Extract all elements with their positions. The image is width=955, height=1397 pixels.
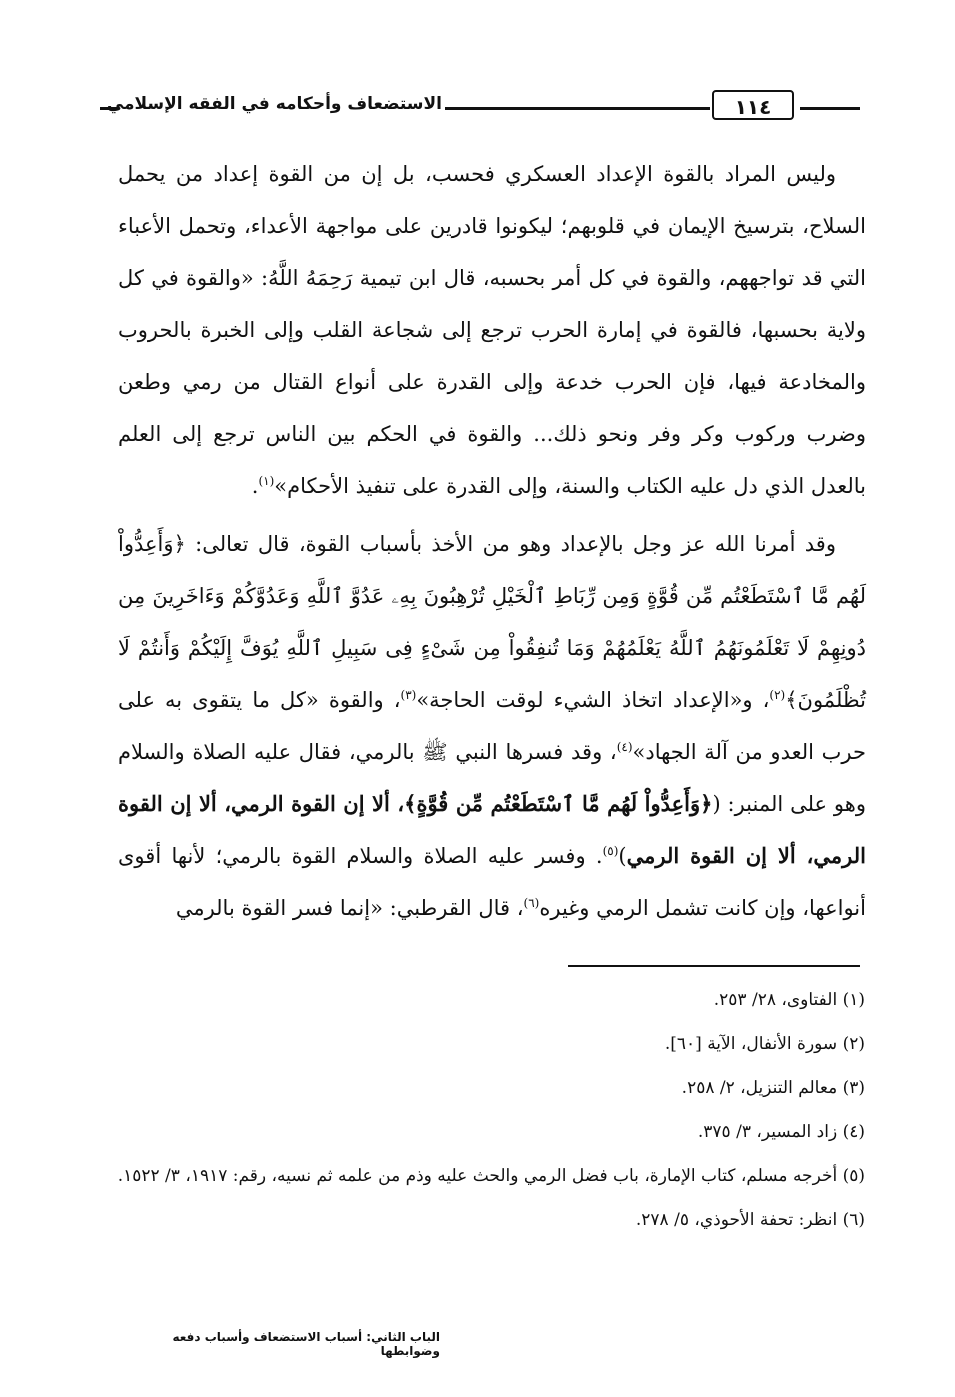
hadith-close: )	[618, 844, 627, 868]
footnotes	[110, 985, 865, 1249]
paragraph-2	[118, 518, 866, 934]
footnote-6: (٦) انظر: تحفة الأحوذي، ٥/ ٢٧٨.	[635, 1210, 865, 1230]
footnote-ref-6: (٦)	[523, 896, 540, 910]
footnote-1: (١) الفتاوى، ٢٨/ ٢٥٣.	[713, 990, 865, 1010]
header-rule-middle	[445, 107, 710, 110]
prophet-explanation: ، وقد فسرها النبي ﷺ بالرمي، فقال عليه الصلاة والسلام وهو على المنبر: (	[118, 740, 866, 816]
definition-text: ، و«الإعداد اتخاذ الشيء لوقت الحاجة»	[416, 688, 770, 712]
qurtubi-quote: ، قال القرطبي: «إنما فسر القوة بالرمي	[175, 896, 524, 920]
hadith-bold: ﴿وَأَعِدُّواْ لَهُم مَّا ٱسْتَطَعْتُم مِّن قُوَّةٍ﴾، ألا إن القوة الرمي، ألا إن القوة الرمي، ألا إن القوة الرمي	[118, 791, 866, 868]
footnote-separator	[568, 965, 860, 967]
footnote-3: (٣) معالم التنزيل، ٢/ ٢٥٨.	[681, 1078, 865, 1098]
book-title: الاستضعاف وأحكامه في الفقه الإسلامي	[106, 94, 442, 114]
page-number: ١١٤	[712, 90, 794, 120]
main-text	[118, 148, 866, 940]
explanation-text: . وفسر عليه الصلاة والسلام القوة بالرمي؛ لأنها أقوى أنواعها، وإن كانت تشمل الرمي وغيره	[118, 844, 866, 920]
paragraph-1-end: .	[251, 474, 259, 498]
running-header	[100, 88, 860, 128]
footnote-4: (٤) زاد المسير، ٣/ ٣٧٥.	[697, 1122, 865, 1142]
header-rule-right	[800, 107, 860, 110]
quran-quote-intro: وقد أمرنا الله عز وجل بالإعداد وهو من الأخذ بأسباب القوة، قال تعالى: ﴿وَأَعِدُّواْ لَهُم مَّا ٱسْتَطَعْتُم مِّن قُوَّةٍ وَمِن رِّبَاطِ ٱلْخَيْلِ تُرْهِبُونَ بِهِۦ عَدُوَّ ٱللَّهِ وَعَدُوَّكُمْ وَءَاخَرِينَ مِن دُونِهِمْ لَا تَعْلَمُونَهُمُ ٱللَّهُ يَعْلَمُهُمْ وَمَا تُنفِقُواْ مِن شَىْءٍ فِى سَبِيلِ ٱللَّهِ يُوَفَّ إِلَيْكُمْ وَأَنتُمْ لَا تُظْلَمُونَ﴾	[118, 532, 866, 712]
footnote-ref-5: (٥)	[602, 844, 619, 858]
footnote-ref-3: (٣)	[400, 688, 417, 702]
footnote-ref-4: (٤)	[616, 740, 633, 754]
strength-definition: ، والقوة «كل ما يتقوى به على حرب العدو من آلة الجهاد»	[118, 688, 867, 764]
footnote-5: (٥) أخرجه مسلم، كتاب الإمارة، باب فضل الرمي والحث عليه وذم من علمه ثم نسيه، رقم: ١٩١٧، ٣/ ١٥٢٢.	[117, 1166, 865, 1186]
footnote-ref-2: (٢)	[769, 688, 786, 702]
paragraph-1	[118, 148, 866, 512]
footnote-2: (٢) سورة الأنفال، الآية [٦٠].	[664, 1034, 865, 1054]
paragraph-1-text: وليس المراد بالقوة الإعداد العسكري فحسب، بل إن من القوة إعداد من يحمل السلاح، بترسيخ الإيمان في قلوبهم؛ ليكونوا قادرين على مواجهة الأعداء، وتحمل الأعباء التي قد تواجههم، والقوة في كل أمر بحسبه، قال ابن تيمية رَحِمَهُ اللَّهُ: «والقوة في كل ولاية بحسبها، فالقوة في إمارة الحرب ترجع إلى شجاعة القلب وإلى الخبرة بالحروب والمخادعة فيها، فإن الحرب خدعة وإلى القدرة على أنواع القتال من رمي وطعن وضرب وركوب وكر وفر ونحو ذلك... والقوة في الحكم بين الناس ترجع إلى العلم بالعدل الذي دل عليه الكتاب والسنة، وإلى القدرة على تنفيذ الأحكام»	[118, 162, 866, 498]
footnote-ref-1: (١)	[258, 474, 275, 488]
running-footer: الباب الثاني: أسباب الاستضعاف وأسباب دفعه وضوابطها	[172, 1330, 440, 1358]
